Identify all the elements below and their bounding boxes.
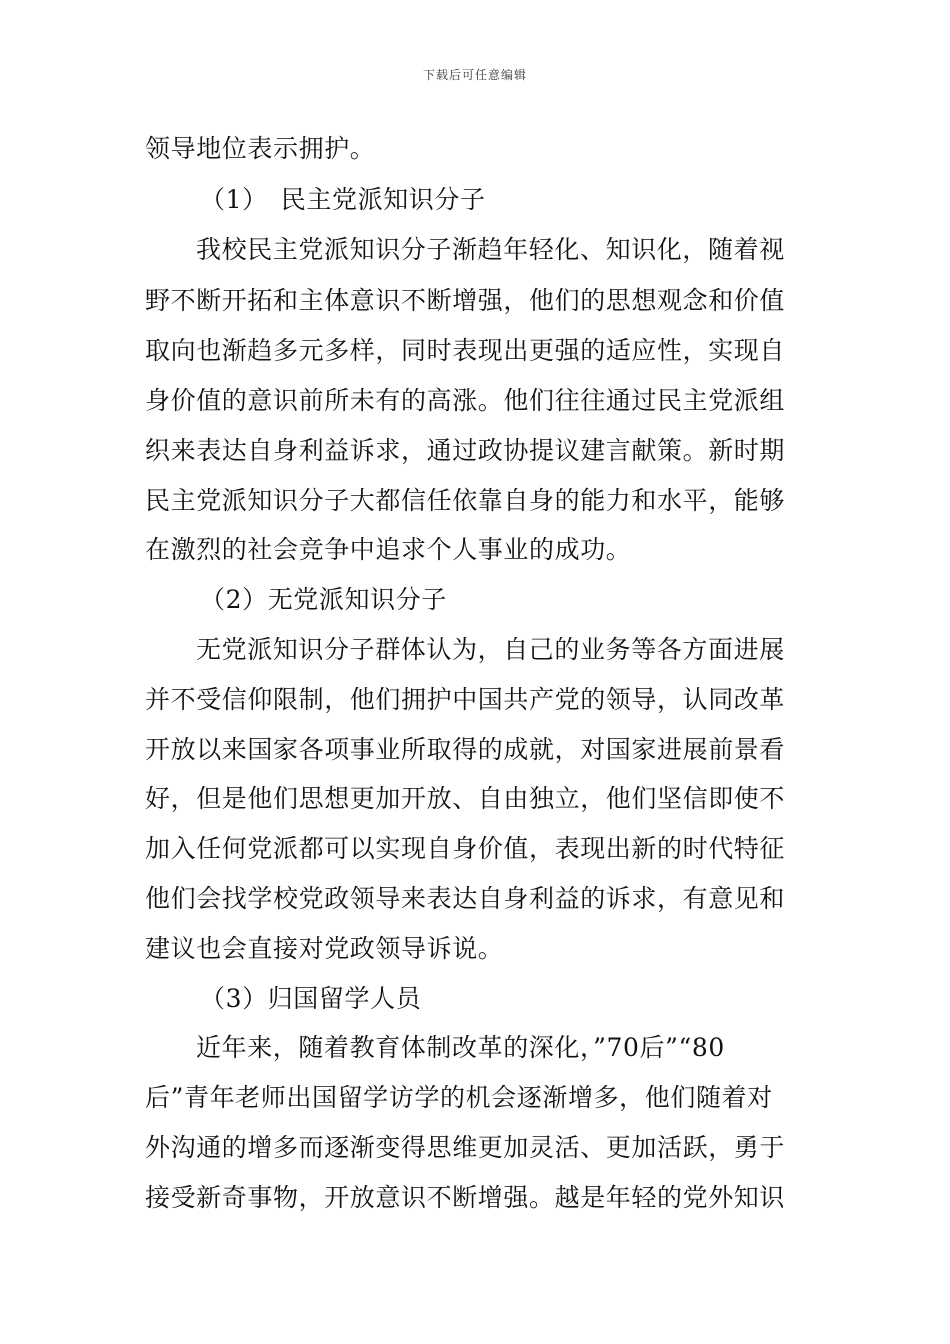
body-line: 建议也会直接对党政领导诉说。: [145, 934, 504, 963]
body-line: 并不受信仰限制，他们拥护中国共产党的领导，认同改革: [145, 685, 786, 714]
paragraph-first-line: 近年来，随着教育体制改革的深化，”70后”“80: [196, 1033, 725, 1062]
body-line: 野不断开拓和主体意识不断增强，他们的思想观念和价值: [145, 286, 786, 315]
body-line: 开放以来国家各项事业所取得的成就，对国家进展前景看: [145, 735, 786, 764]
body-line: 领导地位表示拥护。: [145, 134, 376, 163]
body-line: 他们会找学校党政领导来表达自身利益的诉求，有意见和: [145, 884, 786, 913]
body-line: 取向也渐趋多元多样，同时表现出更强的适应性，实现自: [145, 336, 786, 365]
body-line: 身价值的意识前所未有的高涨。他们往往通过民主党派组: [145, 386, 786, 415]
body-line: 接受新奇事物，开放意识不断增强。越是年轻的党外知识: [145, 1183, 786, 1212]
body-line: 好，但是他们思想更加开放、自由独立，他们坚信即使不: [145, 784, 786, 813]
section-heading: （2）无党派知识分子: [200, 585, 447, 614]
body-line: 后”青年老师出国留学访学的机会逐渐增多，他们随着对: [145, 1083, 773, 1112]
page-header: 下载后可任意编辑: [422, 68, 527, 82]
body-line: 在激烈的社会竞争中追求个人事业的成功。: [145, 535, 632, 564]
paragraph-first-line: 我校民主党派知识分子渐趋年轻化、知识化，随着视: [196, 235, 785, 264]
paragraph-first-line: 无党派知识分子群体认为，自己的业务等各方面进展: [196, 635, 785, 664]
body-line: 民主党派知识分子大都信任依靠自身的能力和水平，能够: [145, 486, 786, 515]
body-line: 加入任何党派都可以实现自身价值，表现出新的时代特征: [145, 834, 786, 863]
body-line: 外沟通的增多而逐渐变得思维更加灵活、更加活跃，勇于: [145, 1133, 786, 1162]
section-heading: （3）归国留学人员: [200, 984, 422, 1013]
body-line: 织来表达自身利益诉求，通过政协提议建言献策。新时期: [145, 436, 786, 465]
section-heading: （1） 民主党派知识分子: [200, 185, 486, 214]
